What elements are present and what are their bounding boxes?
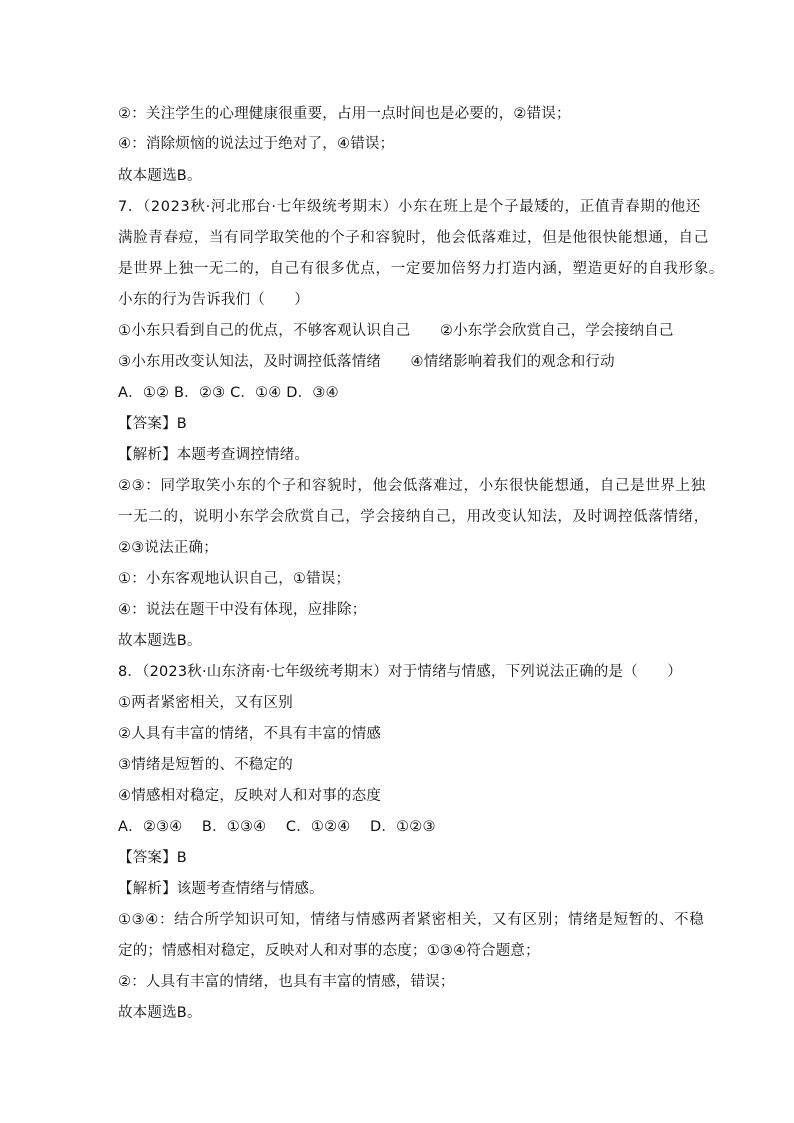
analysis-line-2-wrong: ②：关注学生的心理健康很重要，占用一点时间也是必要的，②错误； <box>118 106 571 122</box>
question-8-analysis-line-3: ②：人具有丰富的情绪，也具有丰富的情感，错误； <box>118 974 455 990</box>
conclusion-q6: 故本题选B。 <box>118 168 202 184</box>
question-7-analysis-line-3: ②③说法正确； <box>118 540 218 556</box>
question-8-statement-4: ④情感相对稳定，反映对人和对事的态度 <box>118 788 382 804</box>
question-8-analysis-line-1: ①③④：结合所学知识可知，情绪与情感两者紧密相关，又有区别；情绪是短暂的、不稳 <box>118 912 705 928</box>
question-7-analysis-line-5: ④：说法在题干中没有体现，应排除； <box>118 602 367 618</box>
question-8-statement-1: ①两者紧密相关，又有区别 <box>118 695 293 711</box>
question-8-conclusion: 故本题选B。 <box>118 1005 202 1021</box>
question-7-analysis-line-2: 一无二的，说明小东学会欣赏自己，学会接纳自己，用改变认知法，及时调控低落情绪， <box>118 509 709 525</box>
question-7-analysis-line-1: ②③：同学取笑小东的个子和容貌时，他会低落难过，小东很快能想通，自己是世界上独 <box>118 478 706 494</box>
question-7-options-row-1: ①小东只看到自己的优点，不够客观认识自己 ②小东学会欣赏自己，学会接纳自己 <box>118 323 674 339</box>
question-8-analysis-line-2: 定的；情感相对稳定，反映对人和对事的态度；①③④符合题意； <box>118 943 540 959</box>
question-8-statement-2: ②人具有丰富的情绪，不具有丰富的情感 <box>118 726 382 742</box>
question-8-stem: 8．（2023秋·山东济南·七年级统考期末）对于情绪与情感，下列说法正确的是（ ） <box>118 664 682 680</box>
question-7-options-row-2: ③小东用改变认知法，及时调控低落情绪 ④情绪影响着我们的观念和行动 <box>118 354 615 370</box>
question-7-stem-line-2: 满脸青春痘，当有同学取笑他的个子和容貌时，他会低落难过，但是他很快能想通，自己 <box>118 230 709 246</box>
question-7-choices: A．①② B．②③ C．①④ D．③④ <box>118 385 339 401</box>
question-7-conclusion: 故本题选B。 <box>118 633 202 649</box>
question-8-answer: 【答案】B <box>118 850 187 866</box>
question-7-stem-line-3: 是世界上独一无二的，自己有很多优点，一定要加倍努力打造内涵，塑造更好的自我形象。 <box>118 261 724 277</box>
question-7-analysis-line-4: ①：小东客观地认识自己，①错误； <box>118 571 351 587</box>
analysis-line-4-wrong: ④：消除烦恼的说法过于绝对了，④错误； <box>118 136 395 152</box>
question-8-choices: A．②③④ B．①③④ C．①②④ D．①②③ <box>118 819 436 835</box>
question-7-answer: 【答案】B <box>118 416 187 432</box>
question-7-analysis-heading: 【解析】本题考查调控情绪。 <box>118 447 310 463</box>
question-8-analysis-heading: 【解析】该题考查情绪与情感。 <box>118 881 324 897</box>
question-7-prompt: 小东的行为告诉我们（ ） <box>118 292 310 308</box>
question-7-stem-line-1: 7．（2023秋·河北邢台·七年级统考期末）小东在班上是个子最矮的，正值青春期的他还 <box>118 199 701 215</box>
question-8-statement-3: ③情绪是短暂的、不稳定的 <box>118 757 293 773</box>
